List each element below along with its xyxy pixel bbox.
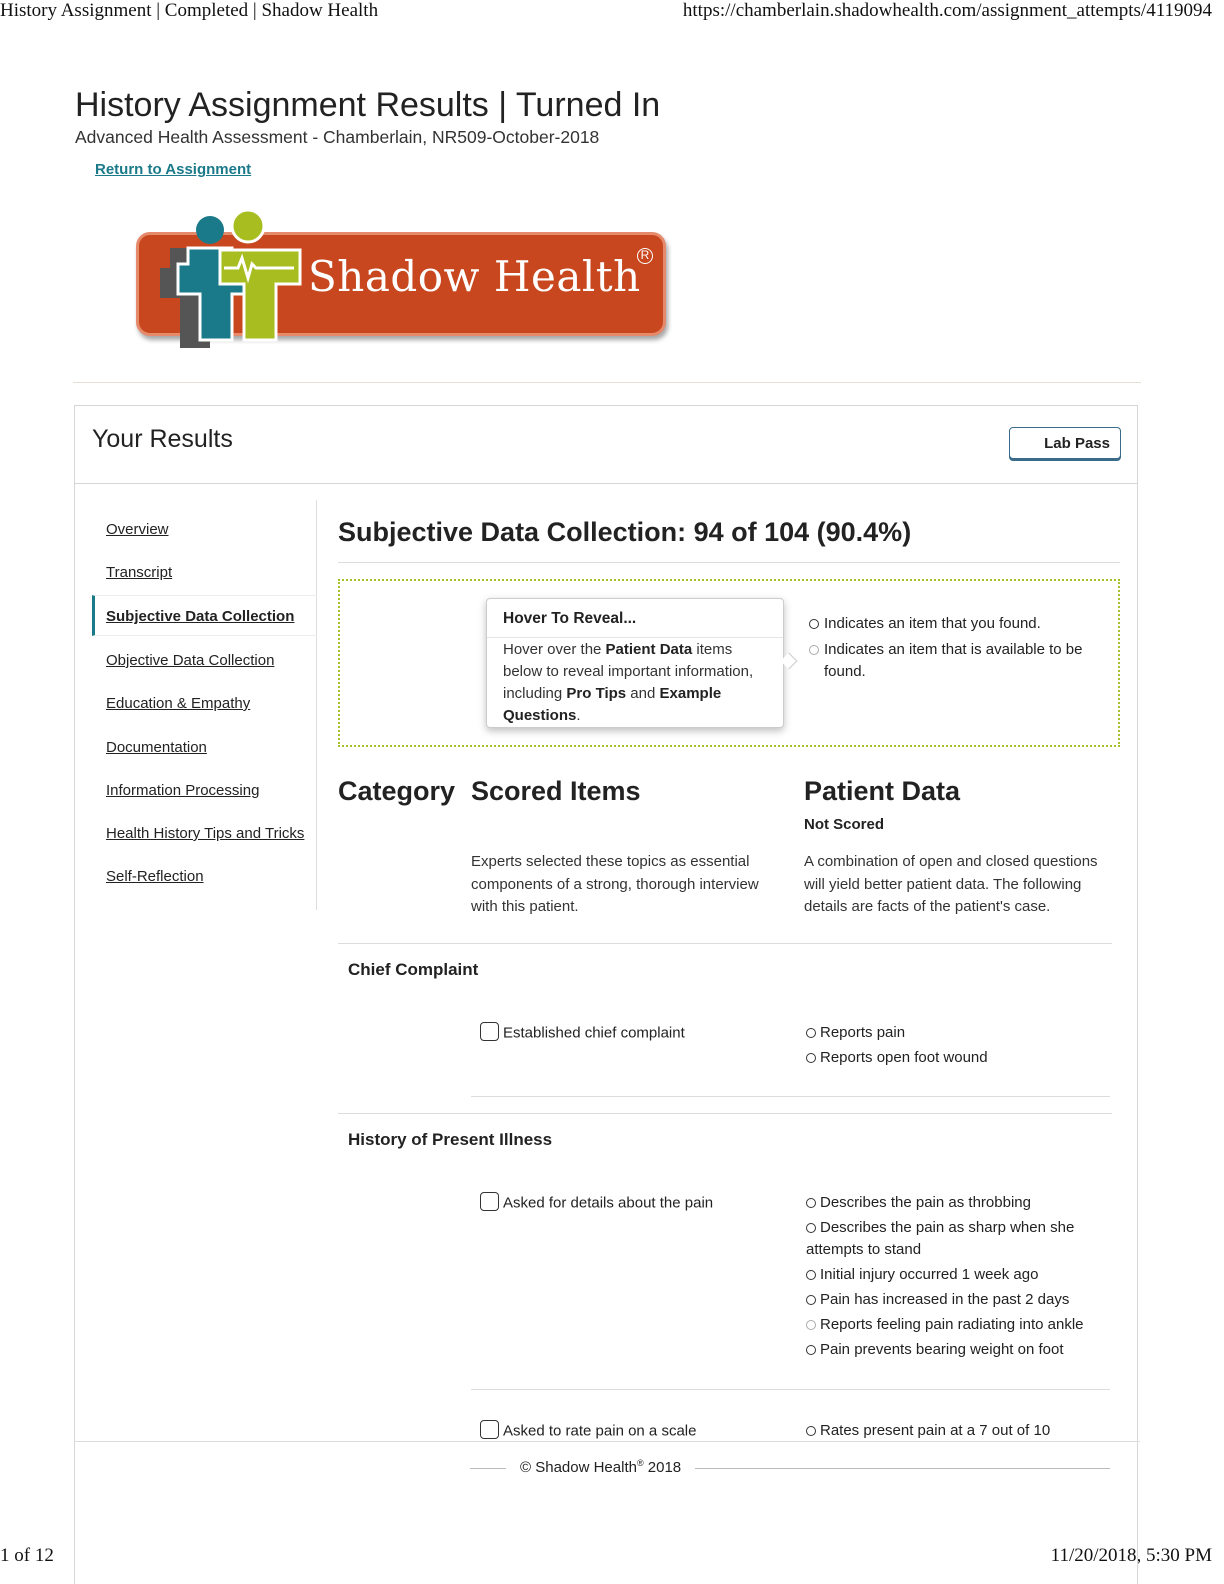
- available-circle-icon: [809, 645, 819, 655]
- column-header-category: Category: [338, 776, 456, 806]
- results-sidebar: [92, 500, 317, 910]
- found-circle-icon: [806, 1426, 816, 1436]
- legend-found: Indicates an item that you found.: [809, 613, 1109, 635]
- patient-data-item[interactable]: Reports open foot wound: [806, 1047, 1106, 1069]
- found-circle-icon: [809, 619, 819, 629]
- found-circle-icon: [806, 1198, 816, 1208]
- header-divider: [73, 382, 1141, 383]
- popover-title: Hover To Reveal...: [503, 610, 637, 627]
- logo-text: Shadow Health: [308, 252, 641, 301]
- page-title: History Assignment Results | Turned In: [75, 86, 661, 124]
- popover-divider: [487, 637, 783, 638]
- column-header-scored-items: Scored Items: [471, 776, 641, 806]
- category-divider: [338, 1113, 1112, 1114]
- patient-data-item[interactable]: Reports feeling pain radiating into ankle: [806, 1314, 1106, 1336]
- not-scored-label: Not Scored: [804, 816, 885, 833]
- print-datetime: 11/20/2018, 5:30 PM: [1050, 1545, 1212, 1566]
- patient-data-item[interactable]: Pain prevents bearing weight on foot: [806, 1339, 1106, 1361]
- results-header: [75, 406, 1137, 484]
- available-circle-icon: [806, 1320, 816, 1330]
- patient-data-item[interactable]: Describes the pain as throbbing: [806, 1192, 1106, 1214]
- patient-data-list: [806, 1022, 1106, 1072]
- scored-item[interactable]: Established chief complaint: [480, 1024, 685, 1043]
- logo-registered-mark: R: [637, 248, 653, 264]
- hover-reveal-popover: [486, 598, 784, 728]
- column-header-patient-data: Patient Data: [804, 776, 961, 806]
- found-circle-icon: [806, 1223, 816, 1233]
- lab-pass-button[interactable]: Lab Pass: [1009, 427, 1121, 459]
- item-divider: [471, 1096, 1110, 1097]
- sidebar-item-transcript[interactable]: Transcript: [106, 564, 173, 581]
- return-to-assignment-link[interactable]: Return to Assignment: [95, 161, 252, 178]
- sidebar-item-overview[interactable]: Overview: [106, 521, 169, 538]
- print-url: https://chamberlain.shadowhealth.com/assignment_attempts/4119094: [682, 0, 1212, 21]
- logo-figure-icon: [140, 208, 310, 352]
- copyright: © Shadow Health® 2018: [506, 1458, 695, 1476]
- patient-data-item[interactable]: Describes the pain as sharp when she attempts to stand: [806, 1219, 1075, 1258]
- legend: [809, 613, 1109, 683]
- popover-body: Hover over the Patient Data items below to reveal important information, including Pro Tips and Example Questions.: [503, 641, 754, 724]
- results-title: Your Results: [92, 425, 233, 453]
- found-circle-icon: [806, 1053, 816, 1063]
- found-circle-icon: [806, 1028, 816, 1038]
- sidebar-item-objective-data-collection[interactable]: Objective Data Collection: [106, 652, 275, 669]
- scored-items-description: Experts selected these topics as essential components of a strong, thorough interview with this patient.: [471, 853, 759, 915]
- patient-data-item[interactable]: Reports pain: [806, 1022, 1106, 1044]
- found-circle-icon: [806, 1270, 816, 1280]
- sidebar-item-subjective-data-collection[interactable]: Subjective Data Collection: [106, 608, 295, 625]
- category-title-history-of-present-illness: History of Present Illness: [348, 1130, 553, 1149]
- sidebar-item-self-reflection[interactable]: Self-Reflection: [106, 868, 204, 885]
- section-title-divider: [338, 562, 1120, 563]
- sidebar-item-education-empathy[interactable]: Education & Empathy: [106, 695, 251, 712]
- scored-item-checkbox[interactable]: [480, 1022, 499, 1041]
- shadow-health-logo: [132, 208, 668, 352]
- patient-data-item[interactable]: Pain has increased in the past 2 days: [806, 1289, 1106, 1311]
- patient-data-description: A combination of open and closed questions will yield better patient data. The following details are facts of the patient's case.: [804, 853, 1098, 915]
- page-bottom-divider: [74, 1441, 1140, 1442]
- scored-item[interactable]: Asked for details about the pain: [480, 1194, 713, 1213]
- item-divider: [471, 1389, 1110, 1390]
- found-circle-icon: [806, 1345, 816, 1355]
- found-circle-icon: [806, 1295, 816, 1305]
- legend-available: Indicates an item that is available to be found.: [809, 639, 1109, 683]
- print-page-number: 1 of 12: [0, 1545, 54, 1566]
- print-header: [0, 0, 1224, 26]
- sidebar-item-health-history-tips[interactable]: Health History Tips and Tricks: [106, 825, 305, 842]
- patient-data-list: [806, 1192, 1106, 1364]
- print-page-title: History Assignment | Completed | Shadow Health: [0, 0, 379, 21]
- sidebar-item-information-processing[interactable]: Information Processing: [106, 782, 260, 799]
- page-subtitle: Advanced Health Assessment - Chamberlain, NR509-October-2018: [75, 127, 600, 147]
- scored-item[interactable]: Asked to rate pain on a scale: [480, 1422, 696, 1441]
- patient-data-item[interactable]: Rates present pain at a 7 out of 10: [806, 1420, 1106, 1442]
- category-divider: [338, 943, 1112, 944]
- patient-data-item[interactable]: Initial injury occurred 1 week ago: [806, 1264, 1106, 1286]
- scored-item-checkbox[interactable]: [480, 1192, 499, 1211]
- section-title: Subjective Data Collection: 94 of 104 (90.4%): [338, 517, 912, 547]
- sidebar-item-documentation[interactable]: Documentation: [106, 739, 207, 756]
- category-title-chief-complaint: Chief Complaint: [348, 960, 479, 979]
- scored-item-checkbox[interactable]: [480, 1420, 499, 1439]
